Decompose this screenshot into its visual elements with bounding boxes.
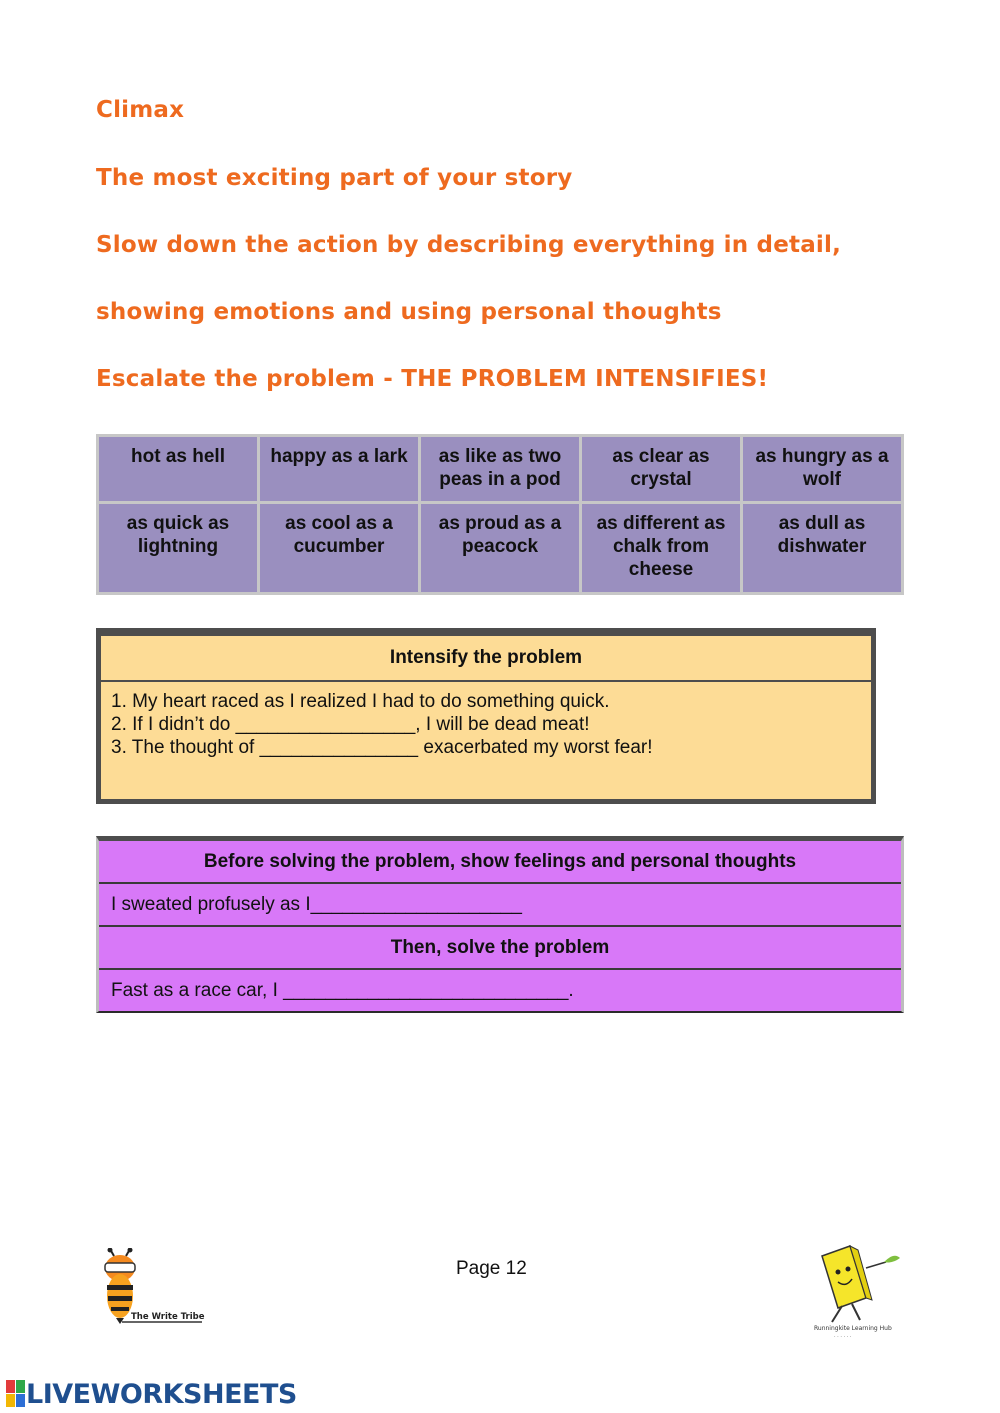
running-book-icon (808, 1242, 904, 1342)
intensify-lines (101, 682, 871, 767)
simile-cell: as proud as a peacock (420, 503, 581, 594)
intensify-title: Intensify the problem (101, 636, 871, 682)
solve-title: Then, solve the problem (99, 927, 901, 970)
book-logo-text: Runningkite Learning Hub (814, 1325, 892, 1332)
simile-cell: happy as a lark (259, 436, 420, 503)
intensify-line-1: 1. My heart raced as I realized I had to do something quick. (111, 691, 610, 712)
intensify-line-3[interactable]: 3. The thought of _______________ exacerbated my worst fear! (111, 737, 653, 758)
simile-cell: as clear as crystal (581, 436, 742, 503)
simile-cell: as like as two peas in a pod (420, 436, 581, 503)
heading-most-exciting: The most exciting part of your story (96, 165, 573, 191)
feelings-title: Before solving the problem, show feelings and personal thoughts (99, 841, 901, 884)
simile-table (96, 434, 904, 595)
simile-cell: as different as chalk from cheese (581, 503, 742, 594)
liveworksheets-brand (6, 1378, 297, 1410)
runningkite-logo (808, 1242, 904, 1342)
solve-prompt[interactable]: Fast as a race car, I ___________________________. (111, 980, 574, 1001)
heading-escalate: Escalate the problem - THE PROBLEM INTENSIFIES! (96, 366, 769, 392)
book-logo-subtext: · · · · · · (834, 1334, 852, 1340)
simile-row (98, 436, 903, 503)
page-number: Page 12 (456, 1258, 527, 1279)
liveworksheets-text: LIVEWORKSHEETS (26, 1378, 297, 1410)
simile-row (98, 503, 903, 594)
heading-climax: Climax (96, 97, 185, 123)
simile-cell: as dull as dishwater (742, 503, 903, 594)
simile-cell: as cool as a cucumber (259, 503, 420, 594)
simile-cell: as hungry as a wolf (742, 436, 903, 503)
intensify-box (96, 628, 876, 804)
bee-icon (96, 1248, 208, 1328)
feelings-prompt[interactable]: I sweated profusely as I____________________ (99, 884, 901, 927)
heading-slow-down: Slow down the action by describing everything in detail, (96, 232, 842, 258)
simile-cell: as quick as lightning (98, 503, 259, 594)
heading-showing-emotions: showing emotions and using personal thoughts (96, 299, 722, 325)
intensify-line-2[interactable]: 2. If I didn’t do _________________, I will be dead meat! (111, 714, 590, 735)
feelings-box (96, 836, 904, 1013)
bee-logo-text: The Write Tribe (131, 1312, 205, 1322)
write-tribe-logo (96, 1248, 208, 1328)
simile-cell: hot as hell (98, 436, 259, 503)
liveworksheets-icon (6, 1380, 26, 1408)
